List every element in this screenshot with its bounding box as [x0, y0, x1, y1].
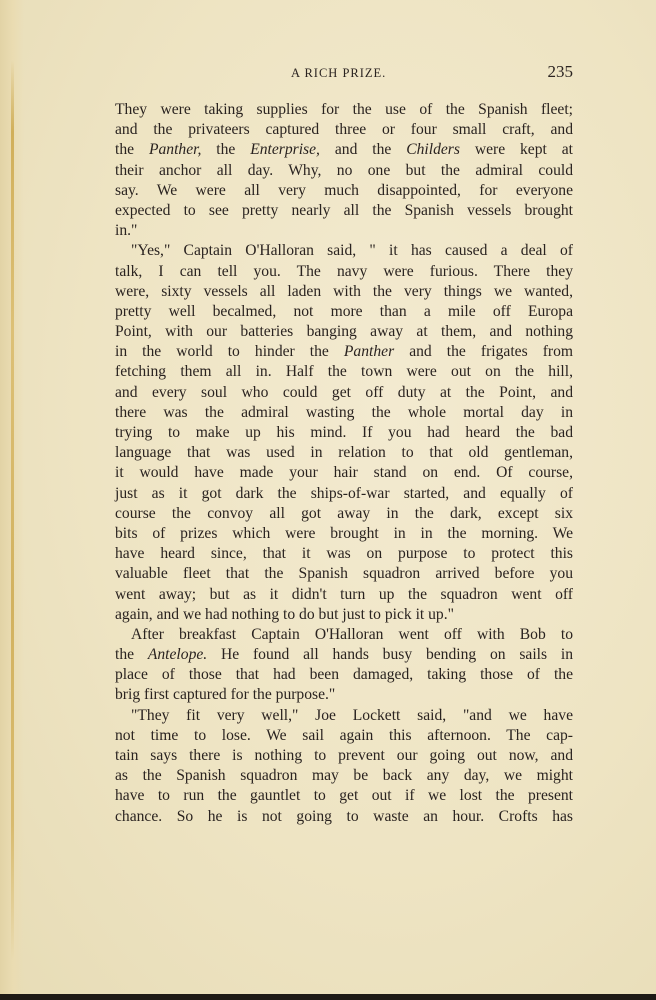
text-run: "They fit very well," Joe Lockett said, "and we have [131, 706, 573, 724]
italic-text: Panther, [148, 141, 202, 159]
text-run: valuable fleet that the Spanish squadron arrived before you [115, 565, 573, 583]
running-head: A RICH PRIZE. [291, 66, 387, 80]
text-line [115, 706, 573, 726]
text-run: have to run the gauntlet to get out if we lost the present [115, 787, 573, 805]
text-line [115, 221, 573, 241]
text-line [115, 423, 573, 443]
text-line [115, 262, 573, 282]
text-line [115, 181, 573, 201]
text-run: place of those that had been damaged, taking those of the [115, 666, 573, 684]
text-run: and the privateers captured three or four small craft, and [115, 121, 573, 139]
text-run: in." [115, 222, 138, 240]
text-line [115, 282, 573, 302]
text-line [115, 342, 573, 362]
text-line [115, 746, 573, 766]
text-run: have heard since, that it was on purpose to protect this [115, 545, 573, 563]
text-line [115, 403, 573, 423]
text-run: not time to lose. We sail again this afternoon. The cap- [115, 726, 573, 744]
text-run: the [201, 141, 251, 159]
text-run: fetching them all in. Half the town were out on the hill, [115, 363, 573, 381]
text-run: there was the admiral wasting the whole mortal day in [115, 403, 573, 421]
page-bottom-edge [0, 994, 656, 1000]
text-line [115, 362, 573, 382]
text-run: trying to make up his mind. If you had heard the bad [115, 424, 573, 441]
text-line [115, 605, 573, 625]
text-run: were, sixty vessels all laden with the very things we wanted, [115, 282, 573, 300]
text-line [115, 322, 573, 342]
text-run: They were taking supplies for the use of the Spanish fleet; [115, 101, 573, 118]
text-line [115, 645, 573, 665]
text-run: again, and we had nothing to do but just to pick it up." [115, 605, 454, 623]
text-run: were kept at [459, 141, 573, 159]
text-run: tain says there is nothing to prevent our going out now, and [115, 747, 573, 764]
text-line [115, 100, 573, 120]
text-line [115, 544, 573, 564]
text-line [115, 766, 573, 786]
italic-text: Antelope. [147, 646, 208, 664]
text-line [115, 685, 573, 705]
text-line [115, 786, 573, 806]
text-run: pretty well becalmed, not more than a mile off Europa [115, 302, 573, 320]
text-run: and the frigates from [394, 343, 574, 361]
text-run: "Yes," Captain O'Halloran said, " it has caused a deal of [131, 242, 573, 260]
text-run: course the convoy all got away in the dark, except six [115, 504, 573, 522]
text-line [115, 504, 573, 524]
binding-stain [11, 60, 14, 960]
text-run: Point, with our batteries banging away at them, and nothing [115, 323, 573, 341]
page-number: 235 [547, 62, 573, 81]
text-run: it would have made your hair stand on end. Of course, [115, 464, 573, 482]
page-gutter [0, 0, 24, 1000]
text-run: in the world to hinder the [115, 343, 344, 361]
text-line [115, 726, 573, 746]
text-run: He found all hands busy bending on sails in [207, 646, 574, 664]
text-run: bits of prizes which were brought in in the morning. We [115, 524, 573, 542]
text-line [115, 524, 573, 544]
text-run: went away; but as it didn't turn up the squadron went off [115, 585, 573, 603]
text-line [115, 665, 573, 685]
text-run: the [115, 646, 148, 664]
body-text [115, 100, 573, 827]
text-line [115, 241, 573, 261]
text-run: talk, I can tell you. The navy were furious. There they [115, 262, 573, 280]
text-run: just as it got dark the ships-of-war started, and equally of [115, 484, 573, 502]
page-header [115, 64, 573, 86]
text-line [115, 302, 573, 322]
text-line [115, 201, 573, 221]
text-run: their anchor all day. Why, no one but the admiral could [115, 161, 573, 179]
text-run: language that was used in relation to that old gentleman, [115, 444, 573, 462]
text-run: brig first captured for the purpose." [115, 686, 336, 704]
text-run: and the [319, 141, 407, 159]
text-line [115, 484, 573, 504]
text-run: say. We were all very much disappointed, for everyone [115, 181, 573, 199]
text-run: After breakfast Captain O'Halloran went off with Bob to [131, 625, 573, 643]
text-run: the [115, 141, 149, 159]
text-run: chance. So he is not going to waste an hour. Crofts has [115, 807, 573, 825]
text-run: expected to see pretty nearly all the Spanish vessels brought [115, 201, 573, 219]
text-line [115, 161, 573, 181]
text-line [115, 564, 573, 584]
text-line [115, 120, 573, 140]
text-run: and every soul who could get off duty at the Point, and [115, 383, 573, 401]
text-line [115, 383, 573, 403]
text-line [115, 807, 573, 827]
text-run: as the Spanish squadron may be back any day, we might [115, 767, 573, 785]
text-line [115, 140, 573, 160]
italic-text: Enterprise, [250, 141, 320, 159]
text-line [115, 443, 573, 463]
text-line [115, 463, 573, 483]
text-line [115, 585, 573, 605]
text-line [115, 625, 573, 645]
italic-text: Childers [406, 141, 460, 159]
italic-text: Panther [343, 343, 395, 361]
